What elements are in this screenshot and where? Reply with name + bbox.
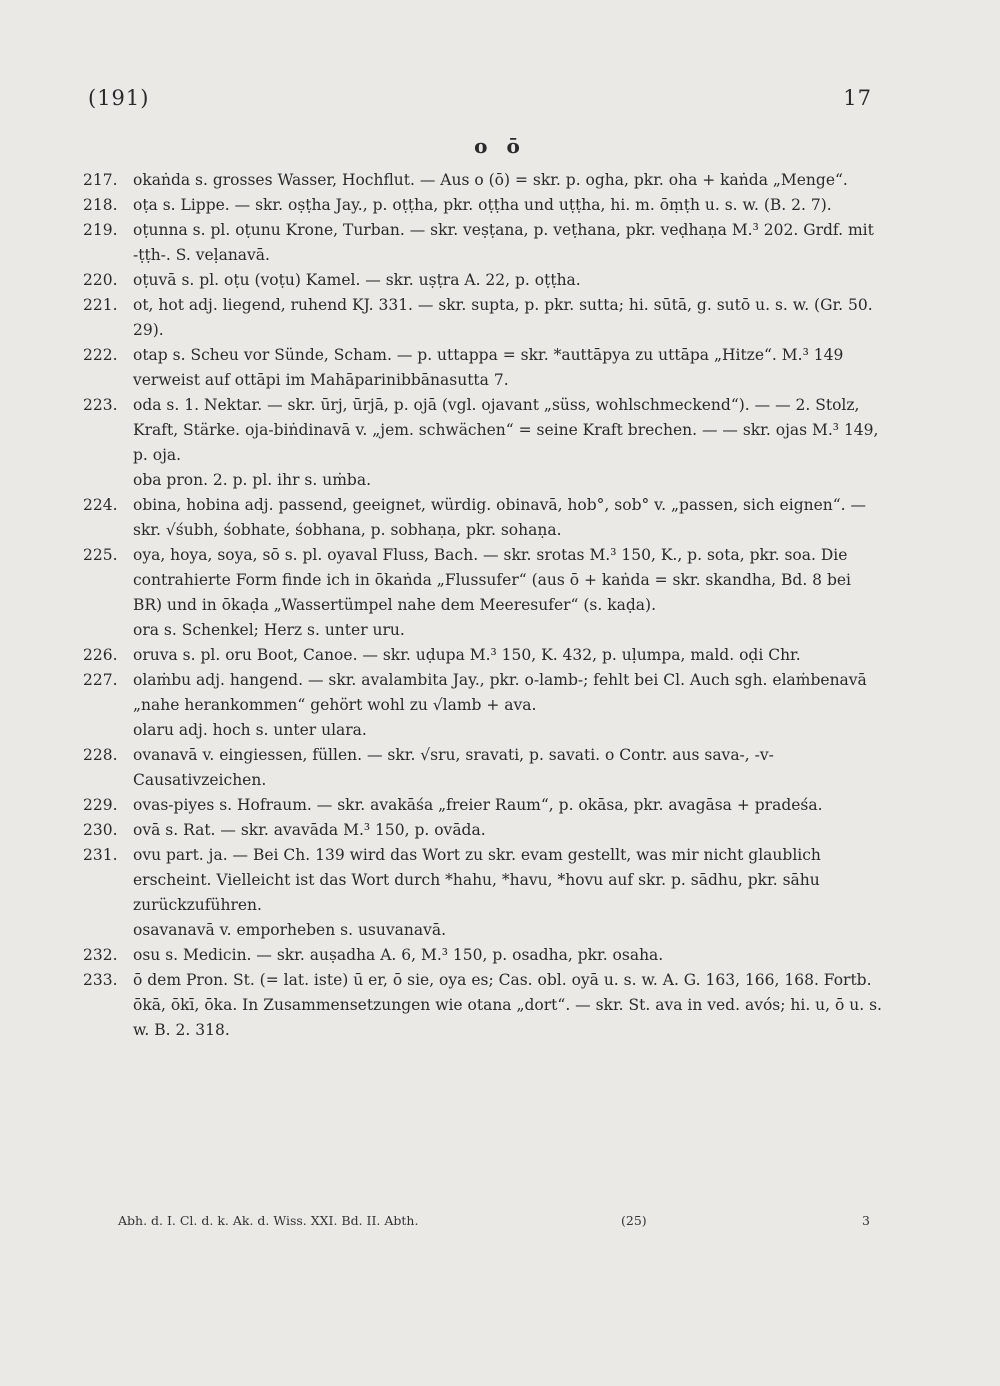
page-ref-number: (191) <box>88 86 150 110</box>
entry-number: 222. <box>83 346 118 364</box>
entry-text: oya, hoya, soya, sō s. pl. oyaval Fluss, Bach. — skr. srotas M.³ 150, K., p. sota, pkr. soa. Die contrahierte Form finde ich in ōkaṅda „Flussufer“ (aus ō + kaṅda = skr. skandha, Bd. 8 bei BR) und in ōkaḍa „Wassertümpel nahe dem Meeresufer“ (s. kaḍa). <box>133 546 852 614</box>
entry-number: 221. <box>83 296 118 314</box>
entry-224 <box>83 493 883 543</box>
entry-225 <box>83 543 883 618</box>
entry-232 <box>83 943 883 968</box>
entry-text: olaṁbu adj. hangend. — skr. avalambita Jay., pkr. o-lamb-; fehlt bei Cl. Auch sgh. elaṁbenavā „nahe herankommen“ gehört wohl zu √lamb + ava. <box>133 671 867 714</box>
entry-220 <box>83 268 883 293</box>
page-footer <box>118 1213 870 1228</box>
entry-226 <box>83 643 883 668</box>
entry-olaru <box>83 718 883 743</box>
page-number: 17 <box>843 86 872 110</box>
entry-221 <box>83 293 883 343</box>
entry-text: ovanavā v. eingiessen, füllen. — skr. √sru, sravati, p. savati. o Contr. aus sava-, -v- Causativzeichen. <box>133 746 774 789</box>
entry-number: 231. <box>83 846 118 864</box>
entry-text: oruva s. pl. oru Boot, Canoe. — skr. uḍupa M.³ 150, K. 432, p. uḷumpa, mald. oḍi Chr. <box>133 646 801 664</box>
entry-223 <box>83 393 883 468</box>
entry-text: ovu part. ja. — Bei Ch. 139 wird das Wort zu skr. evam gestellt, was mir nicht glaublich erscheint. Vielleicht ist das Wort durch *hahu, *havu, *hovu auf skr. p. sādhu, pkr. sāhu zurückzuführen. <box>133 846 821 914</box>
entry-number: 226. <box>83 646 118 664</box>
entry-number: 227. <box>83 671 118 689</box>
entry-text: oṭuvā s. pl. oṭu (voṭu) Kamel. — skr. uṣṭra A. 22, p. oṭṭha. <box>133 271 581 289</box>
entry-text: okaṅda s. grosses Wasser, Hochflut. — Aus o (ō) = skr. p. ogha, pkr. oha + kaṅda „Menge“. <box>133 171 848 189</box>
entry-ora <box>83 618 883 643</box>
entry-229 <box>83 793 883 818</box>
entry-text: ora s. Schenkel; Herz s. unter uru. <box>133 621 405 639</box>
entry-text: olaru adj. hoch s. unter ulara. <box>133 721 367 739</box>
entry-text: ovā s. Rat. — skr. avavāda M.³ 150, p. ovāda. <box>133 821 486 839</box>
entry-number: 230. <box>83 821 118 839</box>
entry-number: 228. <box>83 746 118 764</box>
entry-number: 224. <box>83 496 118 514</box>
entry-text: ovas-piyes s. Hofraum. — skr. avakāśa „freier Raum“, p. okāsa, pkr. avagāsa + pradeśa. <box>133 796 823 814</box>
entry-number: 220. <box>83 271 118 289</box>
entry-text: oba pron. 2. p. pl. ihr s. uṁba. <box>133 471 372 489</box>
entry-number: 223. <box>83 396 118 414</box>
footer-sheet-number: (25) <box>621 1213 647 1228</box>
entry-227 <box>83 668 883 718</box>
entry-number: 217. <box>83 171 118 189</box>
entry-number: 219. <box>83 221 118 239</box>
entry-230 <box>83 818 883 843</box>
dictionary-entries <box>83 168 883 1043</box>
entry-text: otap s. Scheu vor Sünde, Scham. — p. uttappa = skr. *auttāpya zu uttāpa „Hitze“. M.³ 149 verweist auf ottāpi im Mahāparinibbānasutta 7. <box>133 346 844 389</box>
entry-218 <box>83 193 883 218</box>
footer-signature: 3 <box>862 1213 870 1228</box>
entry-oba <box>83 468 883 493</box>
entry-228 <box>83 743 883 793</box>
entry-217 <box>83 168 883 193</box>
footer-publication: Abh. d. I. Cl. d. k. Ak. d. Wiss. XXI. Bd. II. Abth. <box>118 1213 419 1228</box>
entry-number: 229. <box>83 796 118 814</box>
entry-number: 233. <box>83 971 118 989</box>
entry-text: oṭa s. Lippe. — skr. oṣṭha Jay., p. oṭṭha, pkr. oṭṭha und uṭṭha, hi. m. ōṃṭh u. s. w. (B. 2. 7). <box>133 196 832 214</box>
entry-219 <box>83 218 883 268</box>
entry-text: obina, hobina adj. passend, geeignet, würdig. obinavā, hob°, sob° v. „passen, sich eignen“. — skr. √śubh, śobhate, śobhana, p. sobhaṇa, pkr. sohaṇa. <box>133 496 867 539</box>
entry-text: oṭunna s. pl. oṭunu Krone, Turban. — skr. veṣṭana, p. veṭhana, pkr. veḍhaṇa M.³ 202. Grdf. mit -ṭṭh-. S. veḷanavā. <box>133 221 874 264</box>
entry-number: 218. <box>83 196 118 214</box>
page-header <box>88 86 872 110</box>
entry-osavanava <box>83 918 883 943</box>
entry-231 <box>83 843 883 918</box>
entry-text: ō dem Pron. St. (= lat. iste) ū er, ō sie, oya es; Cas. obl. oyā u. s. w. A. G. 163, 166, 168. Fortb. ōkā, ōkī, ōka. In Zusammensetzungen wie otana „dort“. — skr. St. ava in ved. avós; hi. u, ō u. s. w. B. 2. 318. <box>133 971 882 1039</box>
entry-text: osavanavā v. emporheben s. usuvanavā. <box>133 921 447 939</box>
entry-text: ot, hot adj. liegend, ruhend KJ. 331. — skr. supta, p. pkr. sutta; hi. sūtā, g. sutō u. s. w. (Gr. 50. 29). <box>133 296 873 339</box>
entry-text: oda s. 1. Nektar. — skr. ūrj, ūrjā, p. ojā (vgl. ojavant „süss, wohlschmeckend“). — — 2. Stolz, Kraft, Stärke. oja-biṅdinavā v. „jem. schwächen“ = seine Kraft brechen. — — skr. ojas M.³ 149, p. oja. <box>133 396 879 464</box>
entry-233 <box>83 968 883 1043</box>
entry-number: 225. <box>83 546 118 564</box>
entry-text: osu s. Medicin. — skr. auṣadha A. 6, M.³ 150, p. osadha, pkr. osaha. <box>133 946 664 964</box>
entry-222 <box>83 343 883 393</box>
entry-number: 232. <box>83 946 118 964</box>
section-title: o ō <box>474 134 526 158</box>
